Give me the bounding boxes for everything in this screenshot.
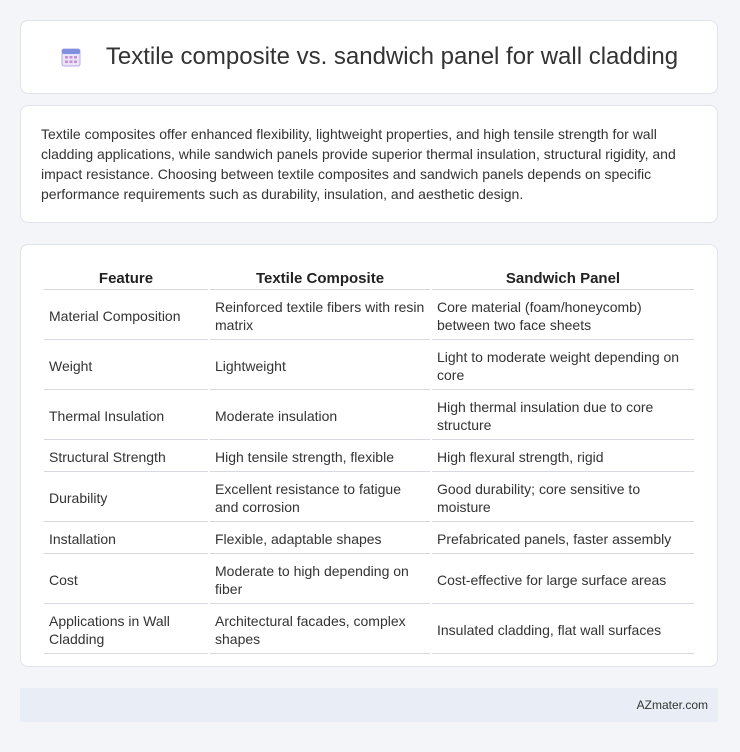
comparison-card [20, 244, 718, 667]
table-row [44, 524, 694, 554]
textile-cell: High tensile strength, flexible [210, 442, 430, 472]
sandwich-cell: High flexural strength, rigid [432, 442, 694, 472]
summary-text: Textile composites offer enhanced flexibility, lightweight properties, and high tensile strength for wall cladding applications, while sandwich panels provide superior thermal insulation, structural rigidity, and impact resistance. Choosing between textile composites and sandwich panels depends on specific performance requirements such as durability, insulation, and aesthetic design. [41, 126, 676, 202]
title-card [20, 20, 718, 94]
table-header-row [44, 267, 694, 290]
textile-cell: Moderate insulation [210, 392, 430, 440]
feature-cell: Weight [44, 342, 208, 390]
table-row [44, 442, 694, 472]
textile-cell: Reinforced textile fibers with resin matrix [210, 292, 430, 340]
sandwich-cell: Good durability; core sensitive to moisture [432, 474, 694, 522]
sandwich-cell: Insulated cladding, flat wall surfaces [432, 606, 694, 654]
title-text: Textile composite vs. sandwich panel for wall cladding [105, 43, 679, 70]
header-feature: Feature [44, 267, 208, 290]
sandwich-cell: Cost-effective for large surface areas [432, 556, 694, 604]
page-title [60, 43, 678, 71]
header-sandwich-panel: Sandwich Panel [432, 267, 694, 290]
table-row [44, 342, 694, 390]
textile-cell: Flexible, adaptable shapes [210, 524, 430, 554]
sandwich-cell: Core material (foam/honeycomb) between two face sheets [432, 292, 694, 340]
table-row [44, 474, 694, 522]
table-row [44, 392, 694, 440]
sandwich-cell: Light to moderate weight depending on core [432, 342, 694, 390]
feature-cell: Applications in Wall Cladding [44, 606, 208, 654]
feature-cell: Cost [44, 556, 208, 604]
textile-cell: Lightweight [210, 342, 430, 390]
feature-cell: Durability [44, 474, 208, 522]
feature-cell: Installation [44, 524, 208, 554]
table-row [44, 606, 694, 654]
summary-card [20, 105, 718, 223]
textile-cell: Excellent resistance to fatigue and corrosion [210, 474, 430, 522]
textile-cell: Moderate to high depending on fiber [210, 556, 430, 604]
feature-cell: Structural Strength [44, 442, 208, 472]
feature-cell: Thermal Insulation [44, 392, 208, 440]
sandwich-cell: Prefabricated panels, faster assembly [432, 524, 694, 554]
calendar-icon [60, 46, 82, 68]
comparison-table [42, 265, 696, 656]
textile-cell: Architectural facades, complex shapes [210, 606, 430, 654]
table-row [44, 292, 694, 340]
footer-site-link[interactable]: AZmater.com [636, 698, 708, 712]
sandwich-cell: High thermal insulation due to core structure [432, 392, 694, 440]
feature-cell: Material Composition [44, 292, 208, 340]
table-row [44, 556, 694, 604]
footer [20, 688, 718, 722]
header-textile-composite: Textile Composite [210, 267, 430, 290]
